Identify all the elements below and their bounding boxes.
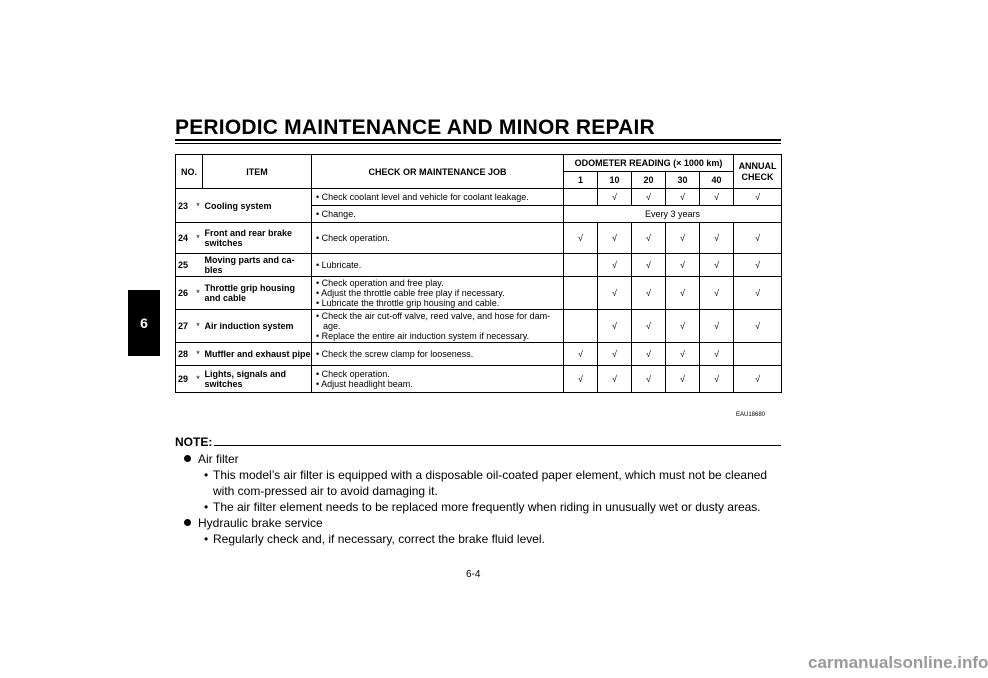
- page-title: PERIODIC MAINTENANCE AND MINOR REPAIR: [175, 116, 655, 139]
- check-cell: √: [564, 366, 598, 393]
- row-star: *: [194, 366, 203, 393]
- row-star: *: [194, 343, 203, 366]
- check-cell: √: [632, 254, 666, 277]
- note-subitem: • This model’s air filter is equipped with a disposable oil-coated paper element, which must not be cleaned with com-pressed air to avoid damaging it.: [175, 467, 781, 499]
- check-cell: √: [666, 277, 700, 310]
- check-cell: √: [632, 343, 666, 366]
- table-row: [176, 277, 782, 310]
- check-cell: √: [598, 189, 632, 206]
- job-line: • Check operation.: [316, 369, 390, 379]
- row-number: 24: [176, 223, 194, 254]
- check-cell: √: [598, 223, 632, 254]
- check-cell: √: [734, 277, 782, 310]
- job-line: • Change.: [316, 209, 356, 219]
- header-job: CHECK OR MAINTENANCE JOB: [312, 155, 564, 189]
- job-line: • Lubricate the throttle grip housing and cable.: [316, 298, 500, 308]
- row-star: *: [194, 277, 203, 310]
- check-cell: √: [734, 254, 782, 277]
- title-rule-thin: [175, 143, 781, 144]
- page-number: 6-4: [466, 569, 481, 580]
- row-number: 27: [176, 310, 194, 343]
- check-cell: √: [734, 189, 782, 206]
- check-cell: √: [700, 189, 734, 206]
- check-cell: √: [666, 343, 700, 366]
- check-cell: √: [666, 254, 700, 277]
- interval-text: Every 3 years: [564, 206, 782, 223]
- check-cell: √: [564, 223, 598, 254]
- row-item: Cooling system: [203, 189, 312, 223]
- check-cell: [734, 343, 782, 366]
- check-cell: √: [632, 366, 666, 393]
- job-line: • Check operation.: [316, 233, 390, 243]
- watermark-logo: carmanualsonline.info: [808, 653, 988, 672]
- check-cell: √: [666, 223, 700, 254]
- row-job: [312, 277, 564, 310]
- row-job: [312, 366, 564, 393]
- check-cell: √: [666, 189, 700, 206]
- row-job: [312, 206, 564, 223]
- header-item: ITEM: [203, 155, 312, 189]
- header-odometer: ODOMETER READING (× 1000 km): [564, 155, 734, 172]
- row-item: Moving parts and ca-bles: [203, 254, 312, 277]
- check-cell: √: [564, 343, 598, 366]
- table-row: [176, 223, 782, 254]
- note-subitem: • The air filter element needs to be replaced more frequently when riding in unusually wet or dusty areas.: [175, 499, 781, 515]
- job-line: • Check the air cut-off valve, reed valve, and hose for dam-: [316, 311, 551, 321]
- check-cell: √: [734, 366, 782, 393]
- row-item: Front and rear brake switches: [203, 223, 312, 254]
- row-star: *: [194, 189, 203, 223]
- job-line: • Check coolant level and vehicle for coolant leakage.: [316, 192, 529, 202]
- job-line: • Check the screw clamp for looseness.: [316, 349, 474, 359]
- table-row: [176, 254, 782, 277]
- row-item: Lights, signals and switches: [203, 366, 312, 393]
- header-km: 10: [598, 172, 632, 189]
- note-heading: NOTE:: [175, 435, 213, 449]
- check-cell: √: [700, 343, 734, 366]
- row-number: 26: [176, 277, 194, 310]
- check-cell: √: [700, 366, 734, 393]
- check-cell: √: [666, 366, 700, 393]
- header-km: 1: [564, 172, 598, 189]
- check-cell: √: [632, 310, 666, 343]
- job-line: • Check operation and free play.: [316, 278, 444, 288]
- maintenance-table: [175, 154, 782, 393]
- check-cell: √: [598, 254, 632, 277]
- note-rule: [214, 445, 781, 446]
- note-item: Air filter: [175, 451, 781, 467]
- job-line: age.: [323, 321, 341, 331]
- job-line: • Adjust the throttle cable free play if necessary.: [316, 288, 505, 298]
- note-subitem: • Regularly check and, if necessary, correct the brake fluid level.: [175, 531, 781, 547]
- check-cell: √: [700, 223, 734, 254]
- check-cell: √: [598, 277, 632, 310]
- check-cell: √: [700, 277, 734, 310]
- row-item: Throttle grip housing and cable: [203, 277, 312, 310]
- row-job: [312, 343, 564, 366]
- row-job: [312, 223, 564, 254]
- check-cell: √: [632, 277, 666, 310]
- check-cell: √: [734, 223, 782, 254]
- row-number: 29: [176, 366, 194, 393]
- row-number: 25: [176, 254, 194, 277]
- header-km: 20: [632, 172, 666, 189]
- row-star: *: [194, 223, 203, 254]
- check-cell: √: [700, 254, 734, 277]
- row-star: [194, 254, 203, 277]
- row-item: Muffler and exhaust pipe: [203, 343, 312, 366]
- table-row: [176, 189, 782, 206]
- row-job: [312, 189, 564, 206]
- header-km: 30: [666, 172, 700, 189]
- note-body: [175, 451, 781, 547]
- row-job: [312, 254, 564, 277]
- check-cell: √: [734, 310, 782, 343]
- row-item: Air induction system: [203, 310, 312, 343]
- check-cell: √: [632, 223, 666, 254]
- header-no: NO.: [176, 155, 203, 189]
- title-rule: [175, 139, 781, 141]
- header-km: 40: [700, 172, 734, 189]
- check-cell: [564, 310, 598, 343]
- table-row: [176, 366, 782, 393]
- check-cell: √: [632, 189, 666, 206]
- check-cell: [564, 189, 598, 206]
- table-row: [176, 310, 782, 343]
- job-line: • Lubricate.: [316, 260, 362, 270]
- chapter-tab: 6: [128, 290, 160, 356]
- job-line: • Adjust headlight beam.: [316, 379, 413, 389]
- check-cell: √: [598, 310, 632, 343]
- check-cell: √: [598, 343, 632, 366]
- check-cell: √: [700, 310, 734, 343]
- document-code: EAU18680: [736, 412, 766, 418]
- note-item: Hydraulic brake service: [175, 515, 781, 531]
- row-number: 23: [176, 189, 194, 223]
- job-line: • Replace the entire air induction system if necessary.: [316, 331, 530, 341]
- header-annual: ANNUAL CHECK: [734, 155, 782, 189]
- check-cell: √: [598, 366, 632, 393]
- row-star: *: [194, 310, 203, 343]
- check-cell: √: [666, 310, 700, 343]
- row-job: [312, 310, 564, 343]
- table-row: [176, 343, 782, 366]
- row-number: 28: [176, 343, 194, 366]
- check-cell: [564, 254, 598, 277]
- check-cell: [564, 277, 598, 310]
